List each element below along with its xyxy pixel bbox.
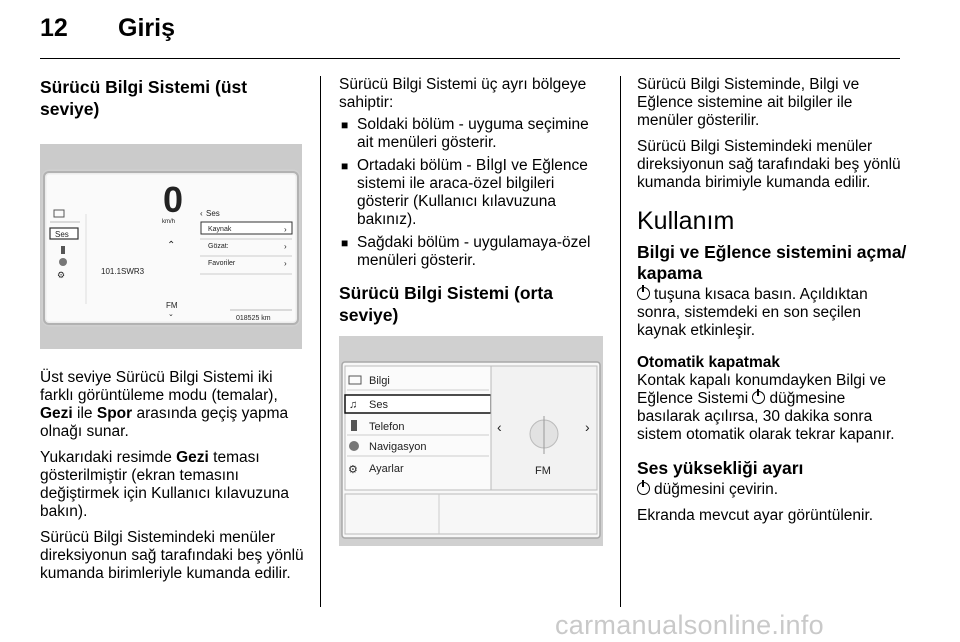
paragraph-themes: Üst seviye Sürücü Bilgi Sistemi iki farklı görüntüleme modu (temalar), Gezi ile Spor arasında geçiş yapma olnağı sunar.: [40, 369, 289, 440]
term-gezi-2: Gezi: [176, 449, 209, 466]
menu-item-2: Gözat:: [208, 243, 229, 250]
power-icon: [637, 287, 650, 300]
svg-text:›: ›: [284, 225, 287, 234]
svg-text:⚙: ⚙: [57, 270, 66, 280]
mid-level-display-illustration: [339, 336, 603, 546]
paragraph-auto-off: Kontak kapalı konumdayken Bilgi ve Eğlence Sistemi düğmesine basılarak açılırsa, 30 dakika sonra sistem otomatik olarak tekrar kapanır.: [637, 372, 895, 443]
band-label: FM: [535, 465, 551, 477]
svg-text:›: ›: [585, 419, 590, 435]
list-item: ■ Soldaki bölüm - uyguma seçimine ait menüleri gösterir.: [339, 116, 607, 152]
column-divider-2: [620, 76, 621, 607]
column-3: [637, 76, 907, 533]
paragraph-controls-2: Sürücü Bilgi Sistemindeki menüler direksiyonun sağ tarafındaki beş yönlü kumanda birimiyle kumanda edilir.: [637, 138, 901, 191]
paragraph-power: tuşuna kısaca basın. Açıldıktan sonra, sistemdeki en son seçilen kaynak etkinleşir.: [637, 286, 868, 339]
column-divider-1: [320, 76, 321, 607]
svg-text:›: ›: [284, 259, 287, 268]
power-icon: [637, 482, 650, 495]
band-label: FM: [166, 301, 178, 310]
svg-text:⚙: ⚙: [348, 464, 358, 476]
heading-mid-level: Sürücü Bilgi Sistemi (orta seviye): [339, 283, 553, 325]
section-title: Giriş: [118, 14, 175, 42]
list-item: ■ Sağdaki bölüm - uygulamaya-özel menüleri gösterir.: [339, 234, 607, 270]
paragraph-info-display: Sürücü Bilgi Sisteminde, Bilgi ve Eğlence sistemine ait bilgiler ile menüler gösterilir.: [637, 76, 860, 129]
watermark: carmanualsonline.info: [555, 610, 824, 640]
menu-item-ses: Ses: [369, 399, 388, 411]
paragraph-volume: düğmesini çevirin.: [637, 481, 907, 499]
upper-level-display-figure: [40, 144, 302, 349]
menu-item-navigasyon: Navigasyon: [369, 441, 427, 453]
speed-value: 0: [163, 179, 184, 220]
heading-auto-off: Otomatik kapatmak: [637, 354, 780, 371]
term-gezi: Gezi: [40, 405, 73, 422]
svg-text:♫: ♫: [349, 399, 358, 411]
heading-upper-level: Sürücü Bilgi Sistemi (üst seviye): [40, 77, 248, 119]
areas-list: [339, 116, 607, 270]
speed-unit: km/h: [162, 219, 176, 225]
menu-item-telefon: Telefon: [369, 421, 405, 433]
mid-level-display-figure: [339, 336, 603, 546]
svg-text:⌃: ⌃: [167, 240, 176, 251]
left-menu-selected: Ses: [55, 230, 69, 239]
svg-text:‹: ‹: [497, 419, 502, 435]
menu-item-ayarlar: Ayarlar: [369, 463, 404, 475]
column-2: [339, 76, 607, 566]
page-number: 12: [40, 14, 68, 42]
power-icon: [752, 391, 765, 404]
paragraph-three-areas: Sürücü Bilgi Sistemi üç ayrı bölgeye sahiptir:: [339, 76, 587, 111]
menu-item-bilgi: Bilgi: [369, 375, 390, 387]
back-label: Ses: [206, 209, 220, 218]
svg-text:›: ›: [284, 242, 287, 251]
column-1: [40, 76, 308, 591]
odometer: 018525 km: [236, 315, 271, 322]
heading-power-on-off: Bilgi ve Eğlence sistemini açma/ kapama: [637, 242, 907, 283]
paragraph-volume-display: Ekranda mevcut ayar görüntülenir.: [637, 507, 874, 524]
list-item: ■ Ortadaki bölüm - BİlgI ve Eğlence sistemi ile araca-özel bilgileri gösterir (Kullanıcı kılavuzuna bakınız).: [339, 157, 607, 229]
paragraph-controls: Sürücü Bilgi Sistemindeki menüler direksiyonun sağ tarafındaki beş yönlü kumanda birimleriyle kumanda edilir.: [40, 529, 304, 582]
paragraph-picture: Yukarıdaki resimde Gezi teması gösterilmiştir (ekran temasını değiştirmek için Kullanıcı kılavuzuna bakın).: [40, 449, 289, 520]
station-name: 101.1SWR3: [101, 267, 145, 276]
svg-text:⌄: ⌄: [168, 311, 174, 318]
upper-level-display-illustration: [40, 144, 302, 349]
menu-item-3: Favoriler: [208, 260, 236, 267]
menu-item-1: Kaynak: [208, 226, 232, 233]
svg-text:‹: ‹: [200, 209, 203, 218]
heading-volume: Ses yüksekliği ayarı: [637, 458, 804, 478]
heading-usage: Kullanım: [637, 207, 735, 235]
header-divider: [40, 58, 900, 59]
term-spor: Spor: [96, 405, 133, 422]
